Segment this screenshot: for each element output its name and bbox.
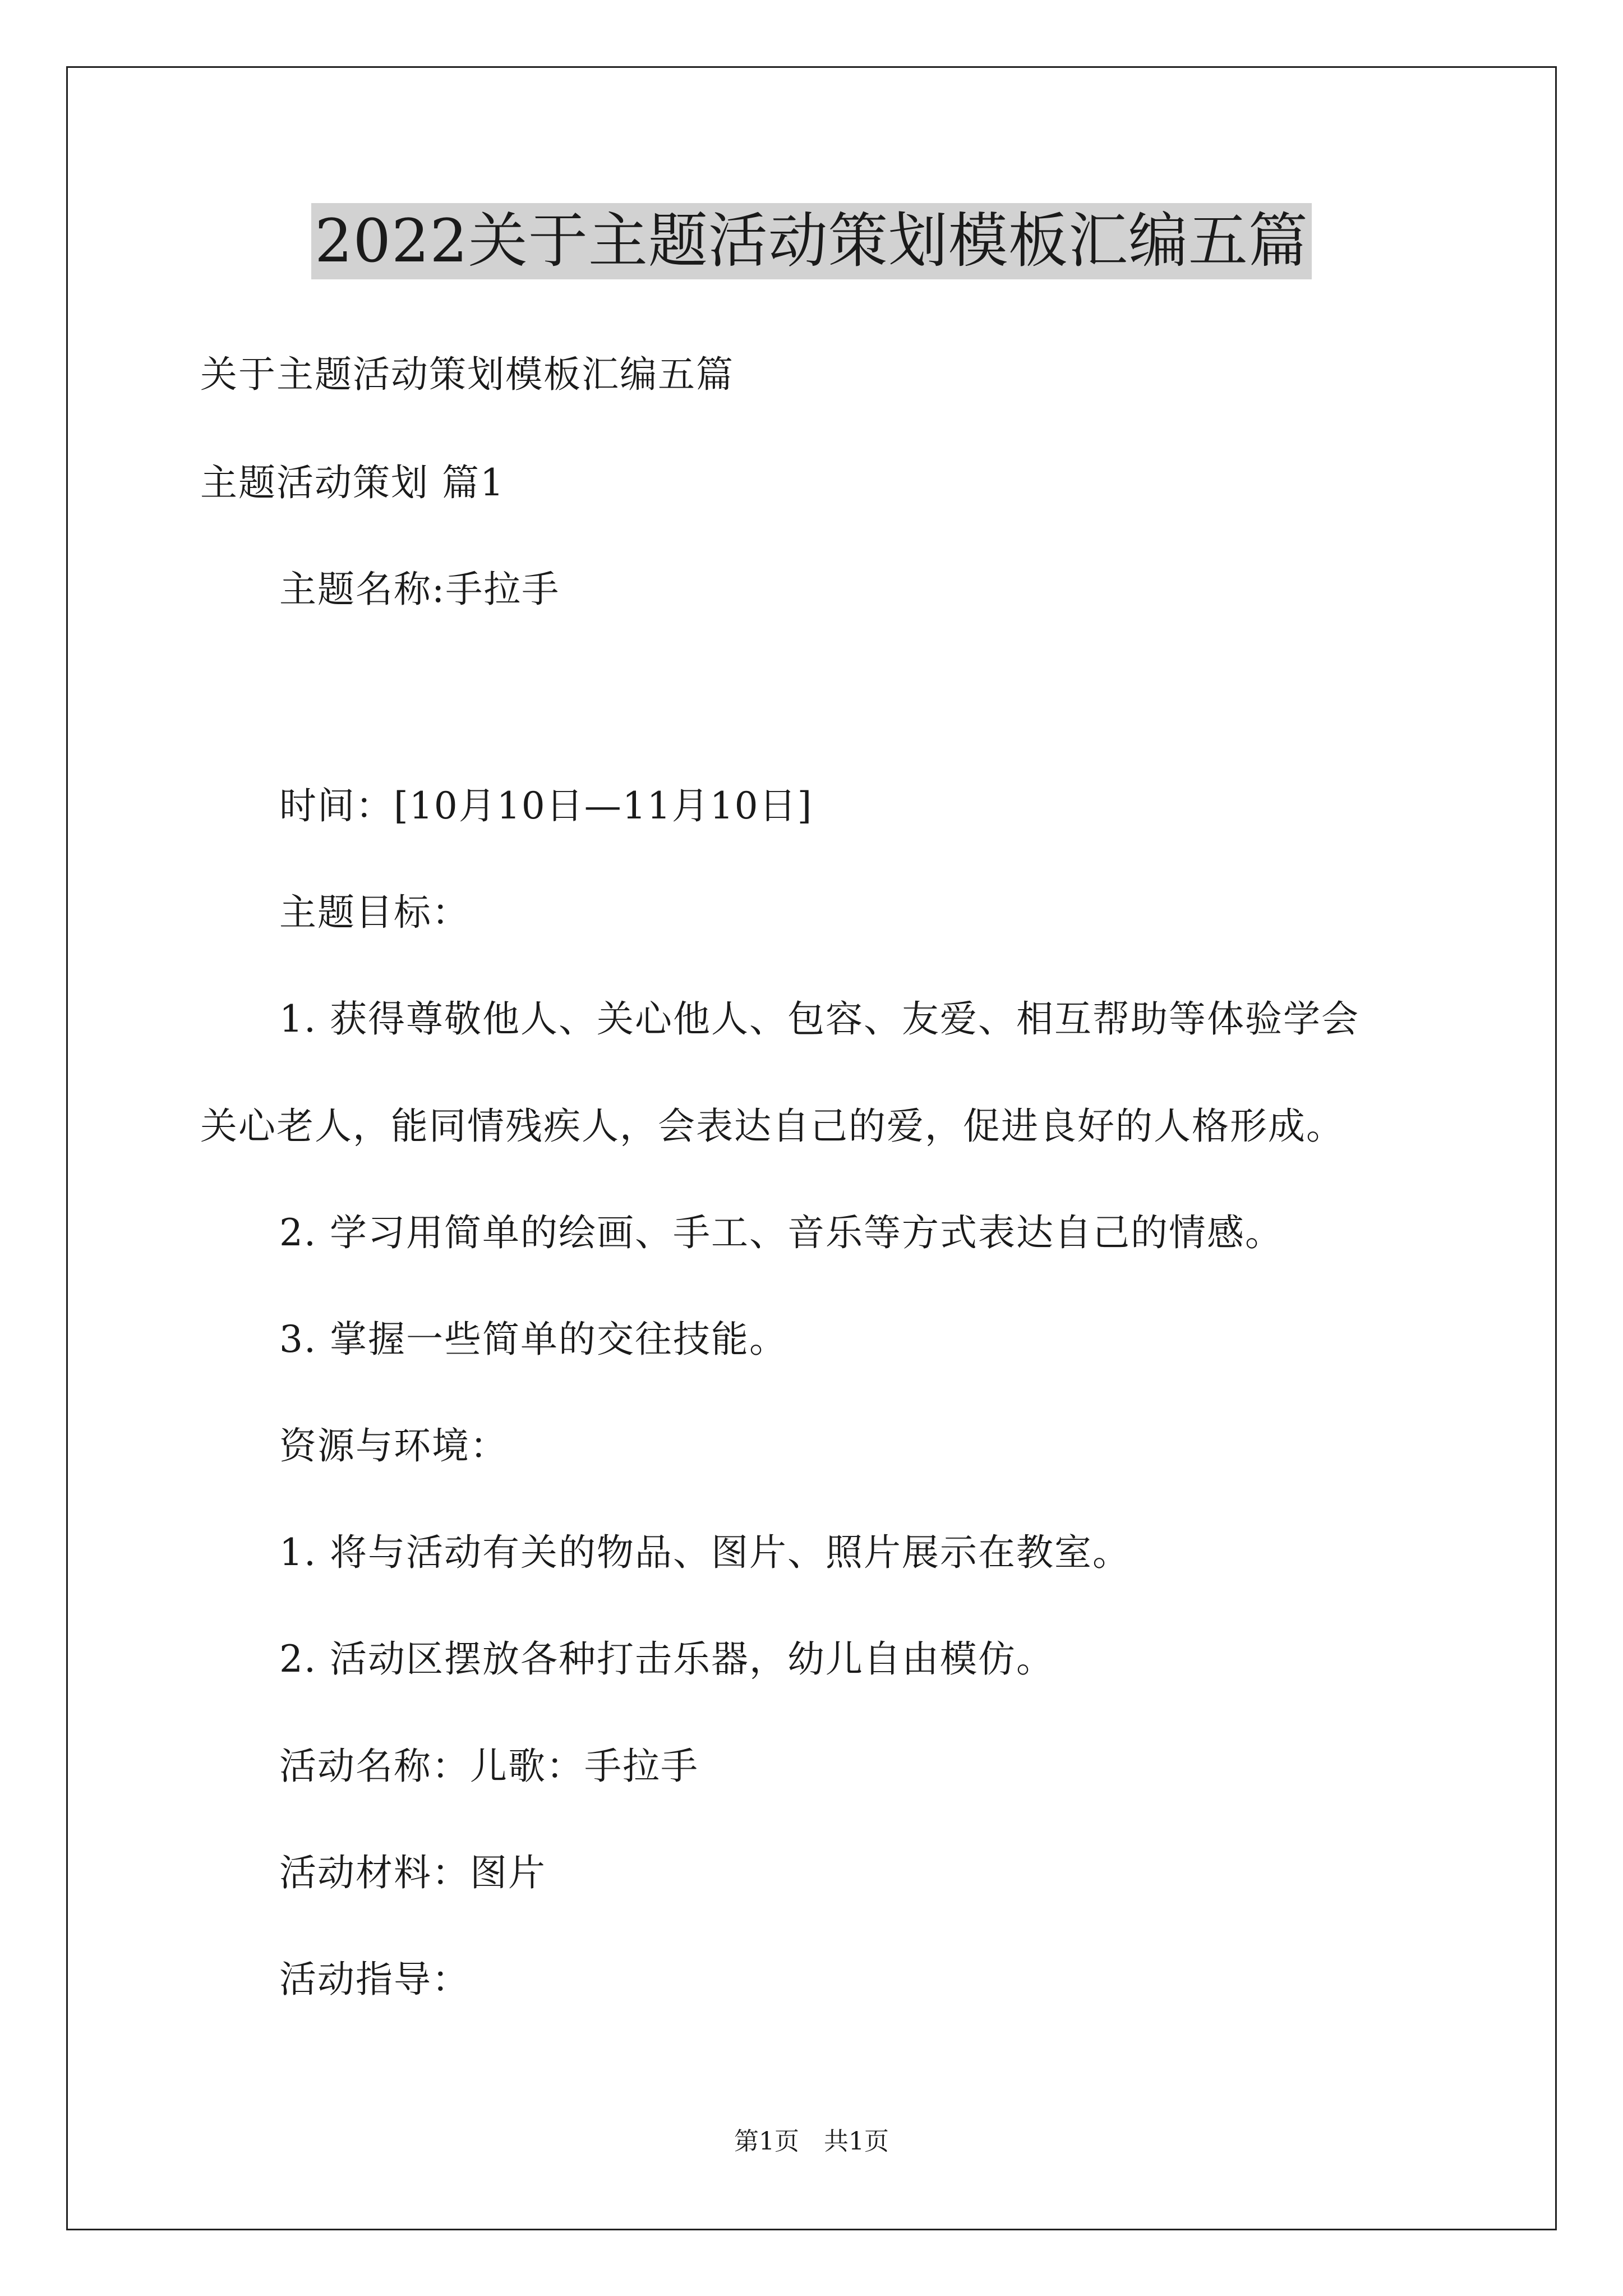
- resource-1-line: 1. 将与活动有关的物品、图片、照片展示在教室。: [279, 1531, 1131, 1574]
- time-line: 时间：[10月10日—11月10日]: [279, 784, 813, 827]
- goal-2-line: 2. 学习用简单的绘画、手工、音乐等方式表达自己的情感。: [279, 1211, 1283, 1254]
- title-container: [0, 203, 1623, 279]
- activity-materials-line: 活动材料：图片: [279, 1851, 546, 1894]
- activity-name-line: 活动名称：儿歌：手拉手: [279, 1745, 699, 1788]
- goals-heading: 主题目标：: [279, 891, 470, 934]
- resource-2-line: 2. 活动区摆放各种打击乐器，幼儿自由模仿。: [279, 1637, 1054, 1681]
- document-title: 2022关于主题活动策划模板汇编五篇: [311, 203, 1312, 279]
- goal-1-line-1: 1. 获得尊敬他人、关心他人、包容、友爱、相互帮助等体验学会: [279, 997, 1359, 1041]
- topic-name-line: 主题名称:手拉手: [279, 568, 560, 611]
- section-heading: 主题活动策划 篇1: [200, 461, 505, 504]
- subtitle-line: 关于主题活动策划模板汇编五篇: [200, 353, 734, 396]
- resources-heading: 资源与环境：: [279, 1424, 508, 1467]
- activity-guidance-heading: 活动指导：: [279, 1958, 470, 2001]
- goal-3-line: 3. 掌握一些简单的交往技能。: [279, 1318, 787, 1361]
- page-footer: 第1页 共1页: [734, 2127, 889, 2156]
- goal-1-line-2: 关心老人，能同情残疾人，会表达自己的爱，促进良好的人格形成。: [200, 1105, 1344, 1148]
